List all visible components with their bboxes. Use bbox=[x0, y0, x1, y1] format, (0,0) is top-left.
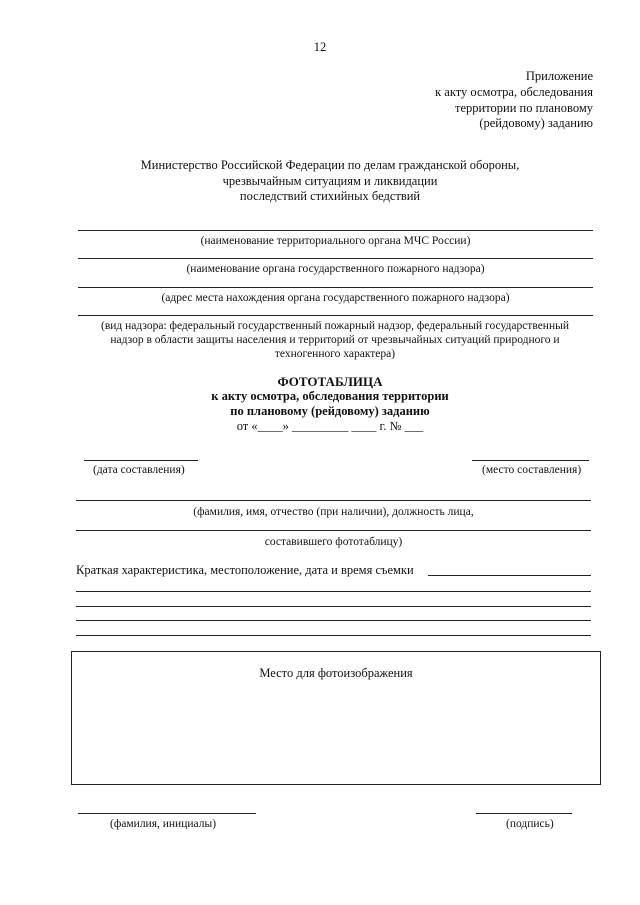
document-title: ФОТОТАБЛИЦА bbox=[277, 374, 383, 389]
appendix-line-1: Приложение bbox=[525, 69, 593, 83]
photo-placeholder-label: Место для фотоизображения bbox=[259, 666, 413, 680]
description-label: Краткая характеристика, местоположение, дата и время съемки bbox=[76, 563, 414, 577]
person-caption-2: составившего фототаблицу) bbox=[264, 536, 403, 548]
place-field-line[interactable] bbox=[472, 460, 589, 461]
appendix-line-4: (рейдовому) заданию bbox=[479, 116, 593, 130]
organ-address-caption: (адрес места нахождения органа государственного пожарного надзора) bbox=[161, 292, 510, 304]
supervision-type-caption-2: надзор в области защиты населения и территорий от чрезвычайных ситуаций природного и bbox=[110, 334, 560, 346]
territorial-organ-caption: (наименование территориального органа МЧС России) bbox=[200, 235, 471, 247]
fire-supervision-organ-caption: (наименование органа государственного пожарного надзора) bbox=[186, 263, 485, 275]
description-line-4[interactable] bbox=[76, 635, 591, 636]
ministry-line-3: последствий стихийных бедствий bbox=[239, 189, 421, 203]
appendix-line-3: территории по плановому bbox=[455, 101, 593, 115]
description-line-0[interactable] bbox=[428, 575, 591, 576]
fire-supervision-organ-line[interactable] bbox=[78, 258, 593, 259]
sign-field-line[interactable] bbox=[476, 813, 572, 814]
description-line-2[interactable] bbox=[76, 606, 591, 607]
supervision-type-caption-1: (вид надзора: федеральный государственный пожарный надзор, федеральный государственный bbox=[100, 320, 569, 332]
territorial-organ-line[interactable] bbox=[78, 230, 593, 231]
person-line-2[interactable] bbox=[76, 530, 591, 531]
supervision-type-line[interactable] bbox=[78, 315, 593, 316]
date-caption: (дата составления) bbox=[93, 464, 185, 476]
name-caption: (фамилия, инициалы) bbox=[110, 818, 217, 830]
document-title-line-3: по плановому (рейдовому) заданию bbox=[230, 404, 430, 418]
organ-address-line[interactable] bbox=[78, 287, 593, 288]
place-caption: (место составления) bbox=[482, 464, 582, 476]
person-line-1[interactable] bbox=[76, 500, 591, 501]
supervision-type-caption-3: техногенного характера) bbox=[274, 348, 396, 360]
document-title-line-2: к акту осмотра, обследования территории bbox=[211, 389, 449, 403]
description-line-3[interactable] bbox=[76, 620, 591, 621]
date-field-line[interactable] bbox=[84, 460, 198, 461]
page-number: 12 bbox=[313, 40, 327, 54]
ministry-line-1: Министерство Российской Федерации по делам гражданской обороны, bbox=[140, 158, 520, 172]
name-field-line[interactable] bbox=[78, 813, 256, 814]
date-number-line[interactable]: от «____» _________ ____ г. № ___ bbox=[236, 419, 424, 433]
photo-box[interactable] bbox=[71, 651, 601, 785]
person-caption-1: (фамилия, имя, отчество (при наличии), должность лица, bbox=[193, 506, 474, 518]
ministry-line-2: чрезвычайным ситуациям и ликвидации bbox=[222, 174, 438, 188]
sign-caption: (подпись) bbox=[506, 818, 554, 830]
description-line-1[interactable] bbox=[76, 591, 591, 592]
appendix-line-2: к акту осмотра, обследования bbox=[435, 85, 593, 99]
